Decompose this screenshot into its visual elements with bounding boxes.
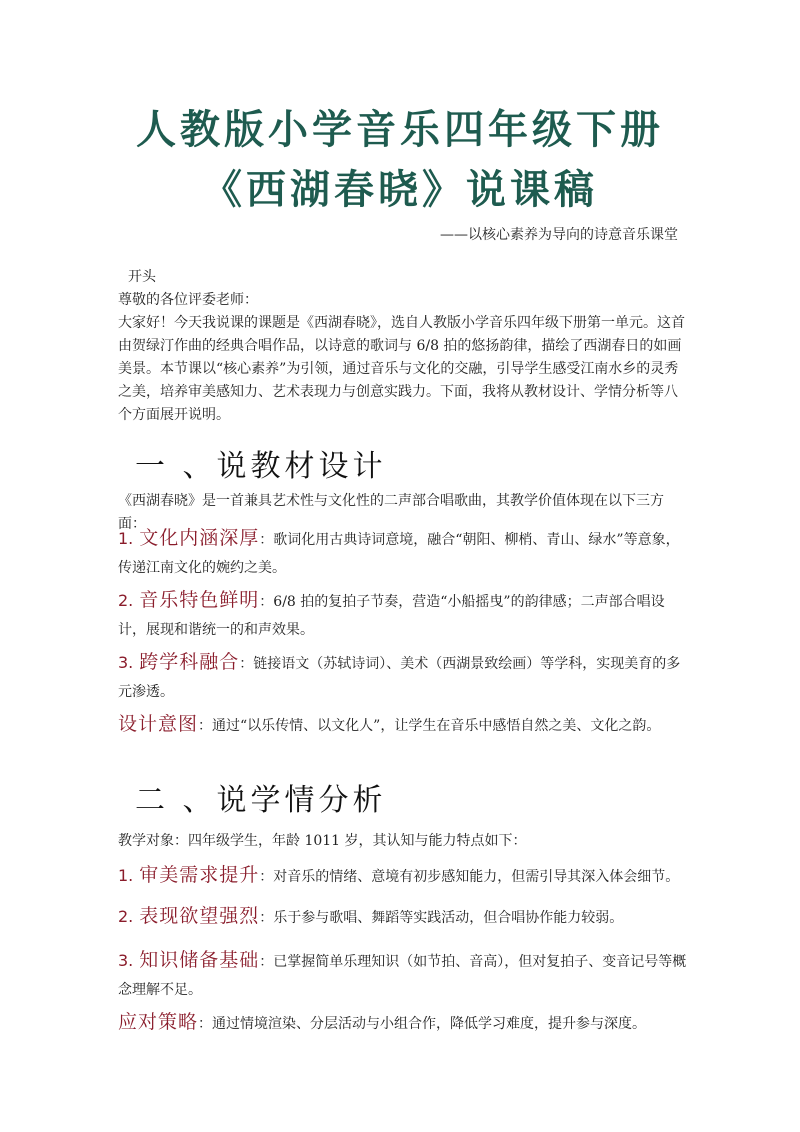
item-number: 2. (118, 591, 134, 610)
strategy-text: ：通过情境渲染、分层活动与小组合作，降低学习难度，提升参与深度。 (198, 1016, 647, 1032)
section1-lead: 《西湖春晓》是一首兼具艺术性与文化性的二声部合唱歌曲，其教学价值体现在以下三方面： (118, 493, 664, 532)
item-text: ：链接语文（苏轼诗词）、美术（西湖景致绘画）等学科，实现美育的多元渗透。 (118, 656, 681, 700)
section1-heading: 一 、说教材设计 (135, 449, 387, 484)
document-title-line2: 《西湖春晓》说课稿 (202, 167, 598, 213)
item-text: ：对音乐的情绪、意境有初步感知能力，但需引导其深入体会细节。 (259, 869, 680, 885)
item-text: ：歌词化用古典诗词意境，融合“朝阳、柳梢、青山、绿水”等意象，传递江南文化的婉约之美。 (118, 532, 680, 576)
section2-lead: 教学对象：四年级学生，年龄 1011 岁，其认知与能力特点如下： (118, 833, 527, 849)
item-label: 审美需求提升 (139, 864, 260, 886)
intro-heading: 开头 (128, 269, 156, 285)
section1-item-3 (118, 648, 688, 706)
item-label: 音乐特色鲜明 (139, 589, 260, 611)
item-text: ：已掌握简单乐理知识（如节拍、音高），但对复拍子、变音记号等概念理解不足。 (118, 954, 687, 998)
item-label: 文化内涵深厚 (139, 527, 260, 549)
item-number: 1. (118, 866, 134, 885)
intent-text: ：通过“以乐传情、以文化人”，让学生在音乐中感悟自然之美、文化之韵。 (198, 718, 661, 734)
section2-item-3 (118, 946, 688, 1004)
item-number: 1. (118, 529, 134, 548)
strategy-label: 应对策略 (118, 1011, 199, 1033)
item-number: 3. (118, 653, 134, 672)
section2-strategy (118, 1008, 688, 1038)
intro-paragraph: 大家好！今天我说课的课题是《西湖春晓》，选自人教版小学音乐四年级下册第一单元。这首由贺绿汀作曲的经典合唱作品，以诗意的歌词与 6/8 拍的悠扬韵律，描绘了西湖春日的如画美景。本节课以“核心素养”为引领，通过音乐与文化的交融，引导学生感受江南水乡的灵秀之美，培养审美感知力、艺术表现力与创意实践力。下面，我将从教材设计、学情分析等八个方面展开说明。 (118, 315, 685, 423)
item-number: 2. (118, 907, 134, 926)
item-label: 表现欲望强烈 (139, 905, 260, 927)
item-number: 3. (118, 951, 134, 970)
document-subtitle: ——以核心素养为导向的诗意音乐课堂 (440, 227, 678, 243)
section1-item-1 (118, 524, 688, 582)
item-label: 知识储备基础 (139, 949, 260, 971)
section2-heading: 二 、说学情分析 (135, 783, 387, 818)
intro-block (118, 266, 688, 427)
section2-item-2 (118, 902, 688, 932)
document-title-line1: 人教版小学音乐四年级下册 (136, 107, 664, 153)
item-label: 跨学科融合 (139, 651, 240, 673)
section1-item-2 (118, 586, 688, 644)
item-text: ：乐于参与歌唱、舞蹈等实践活动，但合唱协作能力较弱。 (259, 910, 624, 926)
section1-design-intent (118, 710, 688, 740)
section2-item-1 (118, 861, 688, 891)
intent-label: 设计意图 (118, 713, 199, 735)
item-text: ：6/8 拍的复拍子节奏，营造“小船摇曳”的韵律感；二声部合唱设计，展现和谐统一的和声效果。 (118, 594, 665, 638)
intro-greeting: 尊敬的各位评委老师： (118, 292, 258, 308)
